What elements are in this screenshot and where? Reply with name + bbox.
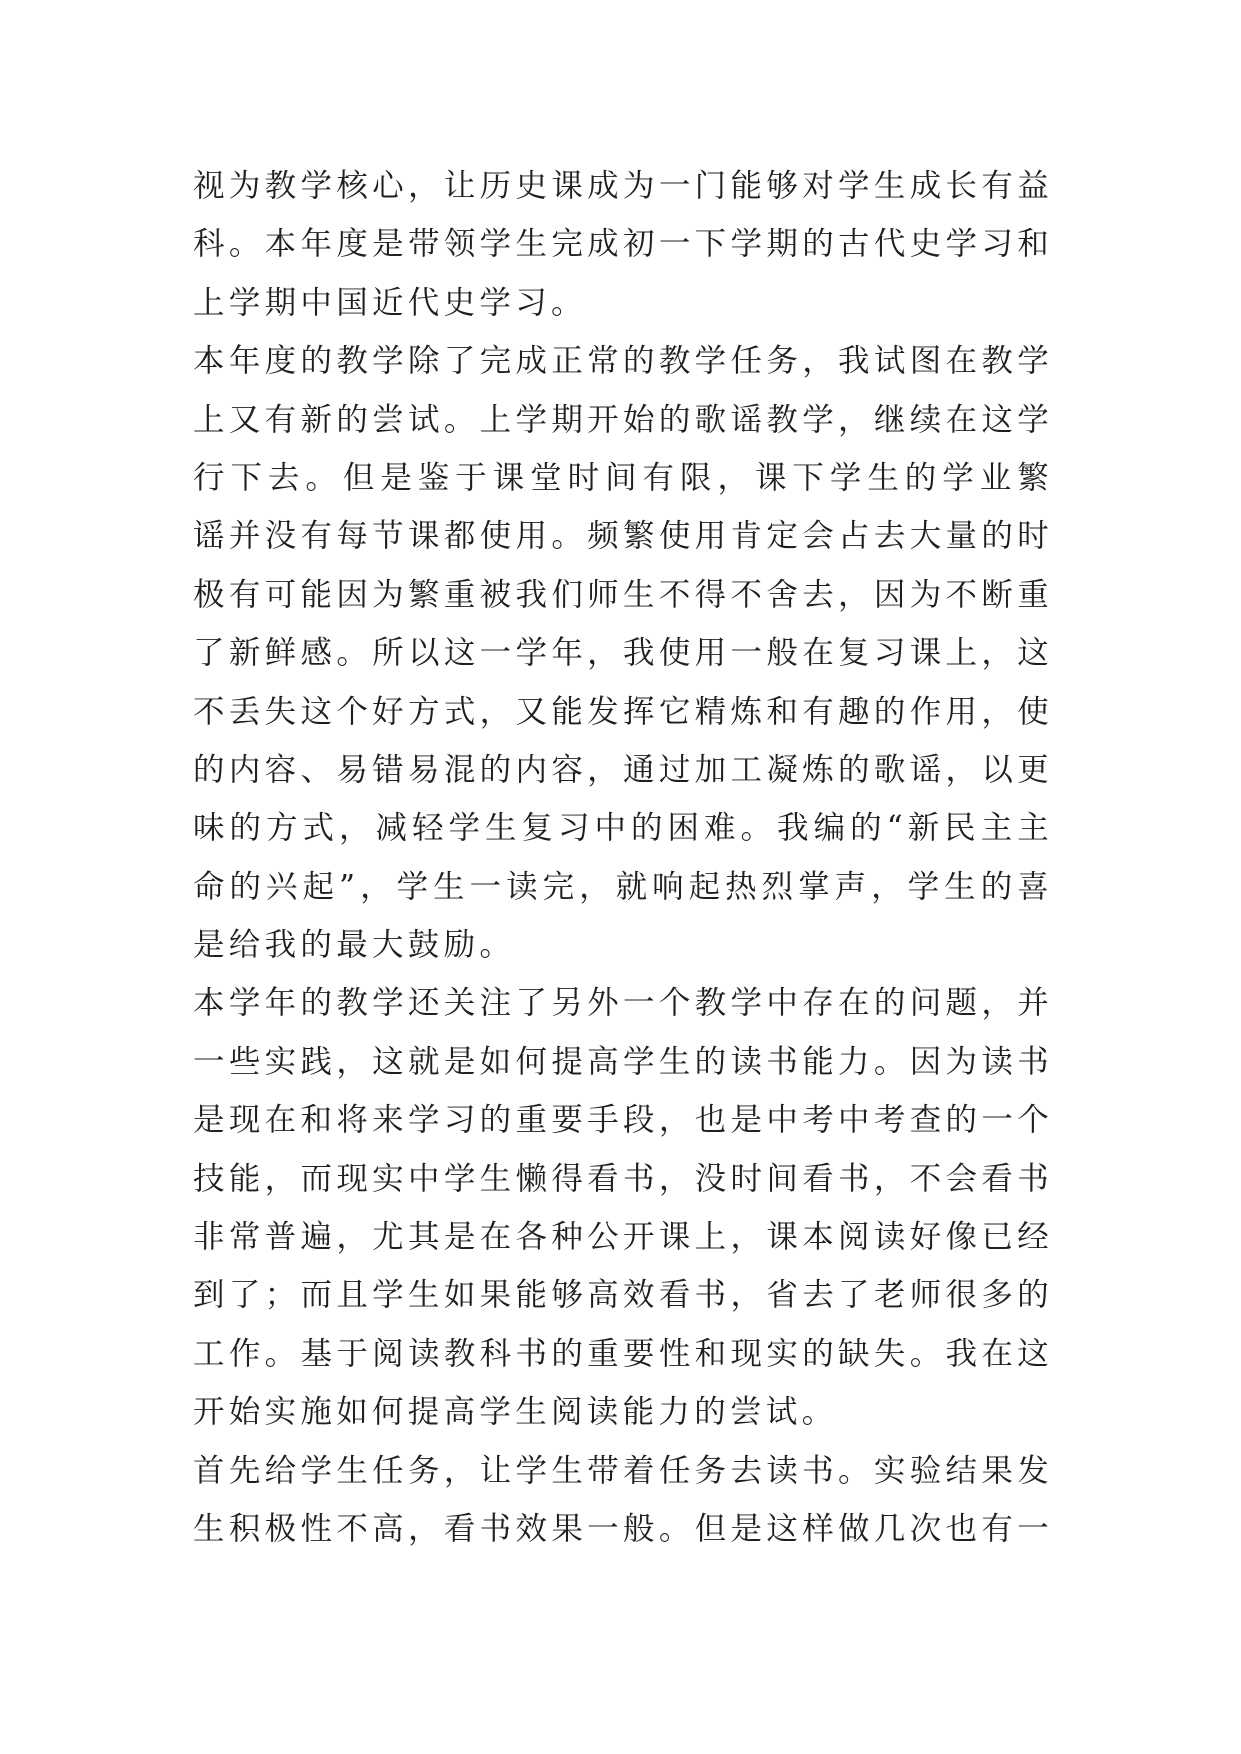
text-line: 本年度的教学除了完成正常的教学任务，我试图在教学 (193, 343, 1053, 380)
text-line: 非常普遍，尤其是在各种公开课上，课本阅读好像已经 (193, 1219, 1053, 1256)
text-line: 行下去。但是鉴于课堂时间有限，课下学生的学业繁 (193, 459, 1053, 496)
text-line: 科。本年度是带领学生完成初一下学期的古代史学习和 (193, 226, 1053, 263)
text-line: 到了；而且学生如果能够高效看书，省去了老师很多的 (193, 1277, 1053, 1314)
text-line: 极有可能因为繁重被我们师生不得不舍去，因为不断重 (193, 576, 1053, 613)
text-line: 的内容、易错易混的内容，通过加工凝炼的歌谣，以更 (193, 751, 1053, 788)
text-line: 不丢失这个好方式，又能发挥它精炼和有趣的作用，使 (193, 693, 1053, 730)
text-line: 是现在和将来学习的重要手段，也是中考中考查的一个 (193, 1102, 1053, 1139)
text-line: 味的方式，减轻学生复习中的困难。我编的“新民主主 (193, 810, 1053, 847)
text-line: 工作。基于阅读教科书的重要性和现实的缺失。我在这 (193, 1335, 1053, 1372)
document-body (193, 157, 1053, 1558)
text-line: 上又有新的尝试。上学期开始的歌谣教学，继续在这学 (193, 401, 1053, 438)
text-line: 谣并没有每节课都使用。频繁使用肯定会占去大量的时 (193, 518, 1053, 555)
text-line: 开始实施如何提高学生阅读能力的尝试。 (193, 1394, 838, 1431)
text-line: 首先给学生任务，让学生带着任务去读书。实验结果发 (193, 1452, 1053, 1489)
text-line: 视为教学核心，让历史课成为一门能够对学生成长有益 (193, 168, 1053, 204)
text-line: 命的兴起”，学生一读完，就响起热烈掌声，学生的喜 (193, 868, 1053, 905)
text-line: 是给我的最大鼓励。 (193, 927, 516, 964)
text-line: 技能，而现实中学生懒得看书，没时间看书，不会看书 (193, 1160, 1053, 1197)
text-line: 一些实践，这就是如何提高学生的读书能力。因为读书 (193, 1043, 1053, 1080)
text-line: 本学年的教学还关注了另外一个教学中存在的问题，并 (193, 985, 1053, 1022)
text-line: 上学期中国近代史学习。 (193, 284, 587, 321)
text-line: 了新鲜感。所以这一学年，我使用一般在复习课上，这 (193, 635, 1053, 672)
text-line: 生积极性不高，看书效果一般。但是这样做几次也有一 (193, 1510, 1053, 1547)
